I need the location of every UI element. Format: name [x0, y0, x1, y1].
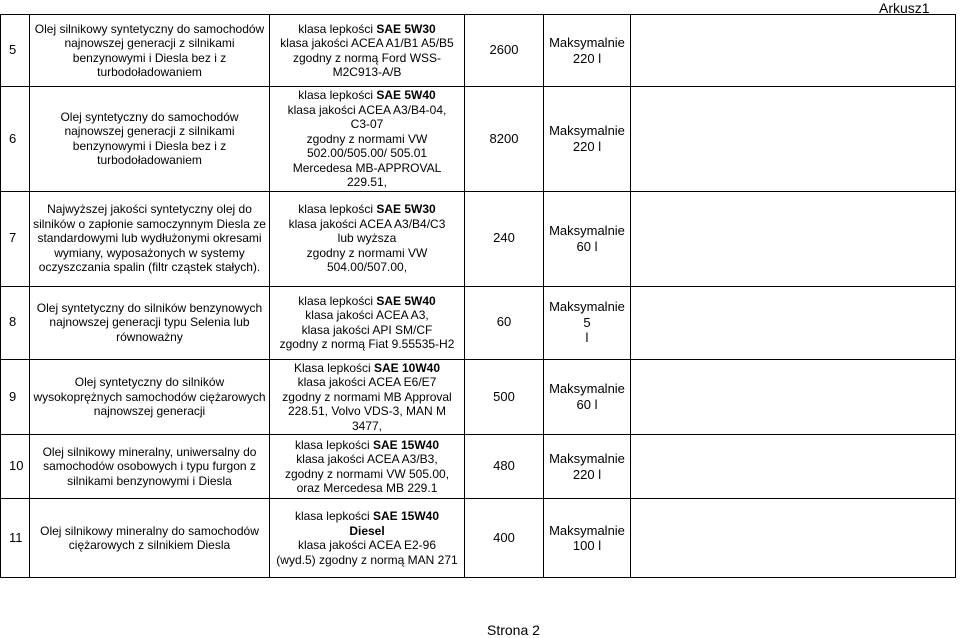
description-line: Olej syntetyczny do silników benzynowych — [36, 300, 263, 315]
max-package-line: 60 l — [576, 238, 598, 254]
viscosity-grade: Diesel — [349, 523, 385, 538]
description-line: Olej silnikowy mineralny, uniwersalny do — [42, 444, 257, 459]
table-row — [1, 435, 956, 499]
quantity: 400 — [465, 499, 544, 578]
specification-line — [273, 337, 461, 352]
product-specification — [270, 191, 465, 286]
specification-text: klasa jakości ACEA A3/B4-04, — [287, 102, 447, 117]
empty-cell — [631, 435, 956, 499]
description-line: oczyszczania spalin (filtr cząstek stałych). — [38, 260, 261, 275]
specification-line — [273, 361, 461, 376]
description-line: Olej silnikowy syntetyczny do samochodów — [34, 21, 265, 36]
specification-line — [273, 88, 461, 103]
specification-text: zgodny z normami VW — [306, 245, 428, 260]
description-line: najnowszej generacji z silnikami — [64, 124, 235, 139]
specification-line — [273, 65, 461, 80]
specification-text: 504.00/507.00, — [326, 260, 408, 275]
description-line: Olej silnikowy mineralny do samochodów — [40, 523, 259, 538]
empty-cell — [631, 15, 956, 87]
product-specification — [270, 359, 465, 435]
max-package-size — [544, 435, 631, 499]
empty-cell — [631, 191, 956, 286]
specification-line — [273, 481, 461, 496]
specification-line — [273, 524, 461, 539]
specification-text: klasa jakości ACEA E6/E7 — [297, 375, 437, 389]
max-package-size — [544, 191, 631, 286]
specification-text: klasa jakości API SM/CF — [301, 322, 433, 337]
specification-line — [273, 36, 461, 51]
empty-cell — [631, 359, 956, 435]
specification-text: lub wyższa — [337, 231, 397, 246]
viscosity-grade: SAE 5W30 — [376, 202, 436, 217]
description-line: najnowszej generacji z silnikami — [64, 36, 235, 50]
description-line: wymiany, wyposażonych w systemy — [54, 245, 245, 260]
row-number: 10 — [1, 435, 30, 499]
row-number: 8 — [1, 286, 30, 359]
viscosity-grade: SAE 15W40 — [373, 437, 440, 452]
specification-line — [273, 231, 461, 246]
max-package-size — [544, 286, 631, 359]
description-line: standardowymi lub wydłużonymi okresami — [37, 231, 262, 246]
viscosity-grade: SAE 10W40 — [374, 360, 441, 375]
description-line: benzynowymi i Diesla bez i z — [72, 50, 227, 65]
quantity: 500 — [465, 359, 544, 435]
oil-specification-table — [0, 14, 956, 578]
specification-line — [273, 467, 461, 482]
max-package-line: 220 l — [572, 466, 602, 482]
specification-text: Mercedesa MB-APPROVAL — [292, 160, 442, 175]
product-description — [30, 286, 270, 359]
page-footer: Strona 2 — [487, 622, 540, 638]
specification-line — [273, 260, 461, 275]
product-specification — [270, 286, 465, 359]
max-package-line: 100 l — [572, 538, 602, 553]
specification-text: 502.00/505.00/ 505.01 — [306, 146, 428, 160]
specification-text: klasa jakości ACEA A3/B4/C3 — [288, 216, 446, 231]
max-package-line: 220 l — [572, 50, 602, 66]
row-number: 11 — [1, 499, 30, 578]
quantity: 2600 — [465, 15, 544, 87]
specification-text: zgodny z normą Ford WSS- — [292, 50, 442, 65]
specification-text: 229.51, — [346, 175, 388, 189]
description-line: silnikami benzynowymi i Diesla — [67, 473, 232, 488]
max-package-size — [544, 15, 631, 87]
product-description — [30, 359, 270, 435]
description-line: turbodoładowaniem — [97, 65, 202, 79]
specification-text: klasa lepkości — [298, 88, 377, 102]
specification-text: klasa lepkości — [294, 437, 373, 452]
specification-text: klasa lepkości — [294, 509, 373, 523]
specification-line — [273, 246, 461, 261]
specification-line — [273, 117, 461, 132]
max-package-line: Maksymalnie — [549, 123, 625, 139]
specification-text: 3477, — [351, 418, 383, 433]
product-specification — [270, 87, 465, 192]
description-line: Olej syntetyczny do silników — [74, 375, 225, 389]
description-line: równoważny — [116, 329, 183, 344]
specification-text: klasa lepkości — [298, 202, 377, 217]
specification-text: oraz Mercedesa MB 229.1 — [296, 481, 438, 495]
specification-line — [273, 390, 461, 405]
specification-text: klasa lepkości — [298, 293, 377, 308]
description-line: samochodów osobowych i typu furgon z — [43, 459, 256, 474]
row-number: 5 — [1, 15, 30, 87]
specification-text: klasa jakości ACEA A3/B3, — [296, 452, 438, 466]
specification-line — [273, 146, 461, 161]
product-specification — [270, 15, 465, 87]
product-description — [30, 435, 270, 499]
quantity: 60 — [465, 286, 544, 359]
specification-line — [273, 294, 461, 309]
empty-cell — [631, 499, 956, 578]
table-row — [1, 191, 956, 286]
specification-text: zgodny z normami MB Approval — [282, 389, 452, 404]
max-package-size — [544, 499, 631, 578]
specification-line — [273, 419, 461, 434]
quantity: 240 — [465, 191, 544, 286]
specification-line — [273, 538, 461, 553]
max-package-line: 220 l — [572, 138, 602, 154]
product-specification — [270, 435, 465, 499]
max-package-line: 60 l — [576, 396, 598, 412]
product-description — [30, 191, 270, 286]
description-line: wysokoprężnych samochodów ciężarowych — [33, 389, 266, 404]
max-package-size — [544, 359, 631, 435]
specification-line — [273, 51, 461, 66]
viscosity-grade: SAE 15W40 — [373, 509, 440, 523]
description-line: ciężarowych z silnikiem Diesla — [68, 538, 231, 552]
description-line: najnowszej generacji — [93, 404, 206, 418]
quantity: 480 — [465, 435, 544, 499]
empty-cell — [631, 286, 956, 359]
max-package-line: Maksymalnie — [549, 35, 625, 50]
specification-text: zgodny z normami VW — [306, 131, 428, 146]
specification-line — [273, 452, 461, 467]
product-description — [30, 15, 270, 87]
table-row — [1, 359, 956, 435]
table-row — [1, 286, 956, 359]
specification-text: M2C913-A/B — [332, 65, 402, 79]
row-number: 6 — [1, 87, 30, 192]
description-line: turbodoładowaniem — [97, 153, 202, 168]
max-package-size — [544, 87, 631, 192]
product-description — [30, 499, 270, 578]
row-number: 9 — [1, 359, 30, 435]
max-package-line: Maksymalnie — [549, 381, 625, 397]
specification-line — [273, 404, 461, 419]
specification-line — [273, 132, 461, 147]
specification-text: zgodny z normą Fiat 9.55535-H2 — [279, 337, 455, 351]
specification-text: klasa jakości ACEA E2-96 — [297, 538, 437, 552]
specification-line — [273, 375, 461, 390]
description-line: benzynowymi i Diesla bez i z — [72, 138, 227, 153]
viscosity-grade: SAE 5W40 — [376, 88, 436, 102]
viscosity-grade: SAE 5W30 — [376, 21, 436, 36]
specification-line — [273, 217, 461, 232]
description-line: Olej syntetyczny do samochodów — [60, 109, 239, 124]
specification-text: C3-07 — [350, 117, 384, 131]
specification-line — [273, 438, 461, 453]
specification-line — [273, 308, 461, 323]
sheet-name: Arkusz1 — [879, 0, 930, 16]
specification-line — [273, 103, 461, 118]
table-row — [1, 499, 956, 578]
max-package-line: Maksymalnie 5 — [549, 299, 625, 330]
product-specification — [270, 499, 465, 578]
specification-text: Klasa lepkości — [293, 360, 374, 375]
specification-text: klasa lepkości — [298, 21, 377, 36]
description-line: Najwyższej jakości syntetyczny olej do — [47, 202, 252, 217]
product-description — [30, 87, 270, 192]
viscosity-grade: SAE 5W40 — [376, 293, 436, 308]
max-package-line: l — [585, 330, 589, 346]
specification-text: 228.51, Volvo VDS-3, MAN M — [287, 404, 447, 418]
max-package-line: Maksymalnie — [549, 451, 625, 466]
specification-text: (wyd.5) zgodny z normą MAN 271 — [276, 552, 458, 567]
specification-line — [273, 175, 461, 190]
table-body — [1, 15, 956, 578]
description-line: najnowszej generacji typu Selenia lub — [49, 315, 250, 330]
table-row — [1, 87, 956, 192]
specification-text: klasa jakości ACEA A1/B1 A5/B5 — [280, 36, 454, 50]
specification-line — [273, 553, 461, 568]
specification-text: klasa jakości ACEA A3, — [305, 308, 429, 322]
specification-line — [273, 22, 461, 37]
quantity: 8200 — [465, 87, 544, 192]
specification-line — [273, 509, 461, 524]
specification-line — [273, 202, 461, 217]
empty-cell — [631, 87, 956, 192]
specification-text: zgodny z normami VW 505.00, — [284, 466, 450, 481]
row-number: 7 — [1, 191, 30, 286]
max-package-line: Maksymalnie — [549, 223, 625, 238]
description-line: silników o zapłonie samoczynnym Diesla ze — [33, 216, 266, 231]
specification-line — [273, 161, 461, 176]
specification-line — [273, 323, 461, 338]
table-row — [1, 15, 956, 87]
max-package-line: Maksymalnie — [549, 522, 625, 538]
